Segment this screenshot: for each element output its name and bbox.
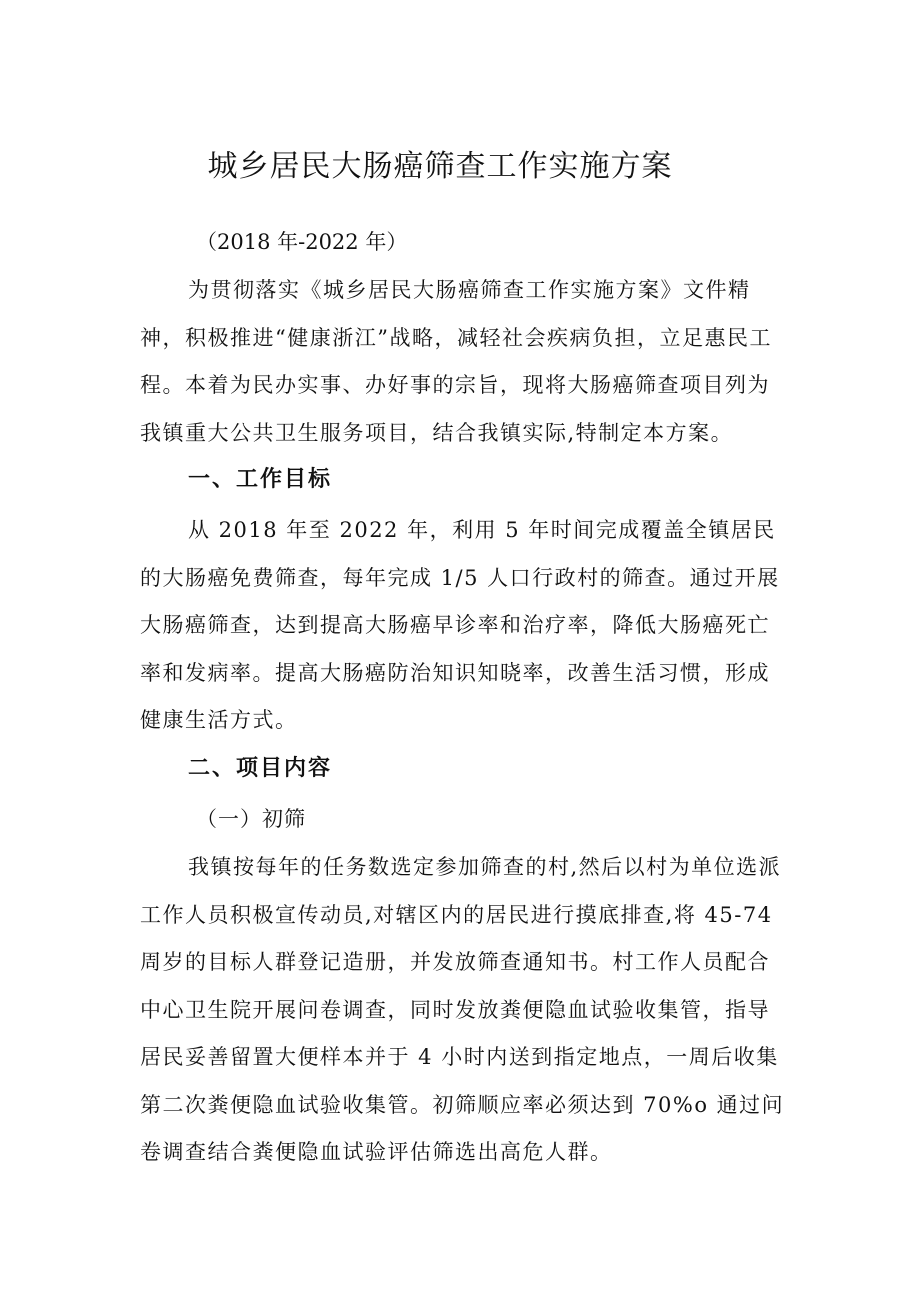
document-subtitle: （2018 年-2022 年） (196, 230, 408, 254)
goals-paragraph: 从 2018 年至 2022 年，利用 5 年时间完成覆盖全镇居民的大肠癌免费筛查，每年完成 1/5 人口行政村的筛查。通过开展大肠癌筛查，达到提高大肠癌早诊率和治疗率，降低大肠癌死亡率和发病率。提高大肠癌防治知识知晓率，改善生活习惯，形成健康生活方式。 (140, 518, 780, 732)
section-heading-content: 二、项目内容 (188, 756, 333, 781)
document-title: 城乡居民大肠癌筛查工作实施方案 (207, 149, 673, 184)
section-heading-goals: 一、工作目标 (188, 467, 333, 492)
intro-paragraph: 为贯彻落实《城乡居民大肠癌筛查工作实施方案》文件精神，积极推进“健康浙江”战略，减轻社会疾病负担，立足惠民工程。本着为民办实事、办好事的宗旨，现将大肠癌筛查项目列为我镇重大公共卫生服务项目，结合我镇实际,特制定本方案。 (140, 278, 772, 445)
subsection-heading-initial-screening: （一）初筛 (196, 807, 306, 831)
initial-screening-paragraph: 我镇按每年的任务数选定参加筛查的村,然后以村为单位选派工作人员积极宣传动员,对辖区内的居民进行摸底排查,将 45-74 周岁的目标人群登记造册，并发放筛查通知书。村工作人员配合中心卫生院开展问卷调查，同时发放粪便隐血试验收集管，指导居民妥善留置大便样本并于 4 小时内送到指定地点，一周后收集第二次粪便隐血试验收集管。初筛顺应率必须达到 70%o 通过问卷调查结合粪便隐血试验评估筛选出高危人群。 (140, 855, 785, 1164)
